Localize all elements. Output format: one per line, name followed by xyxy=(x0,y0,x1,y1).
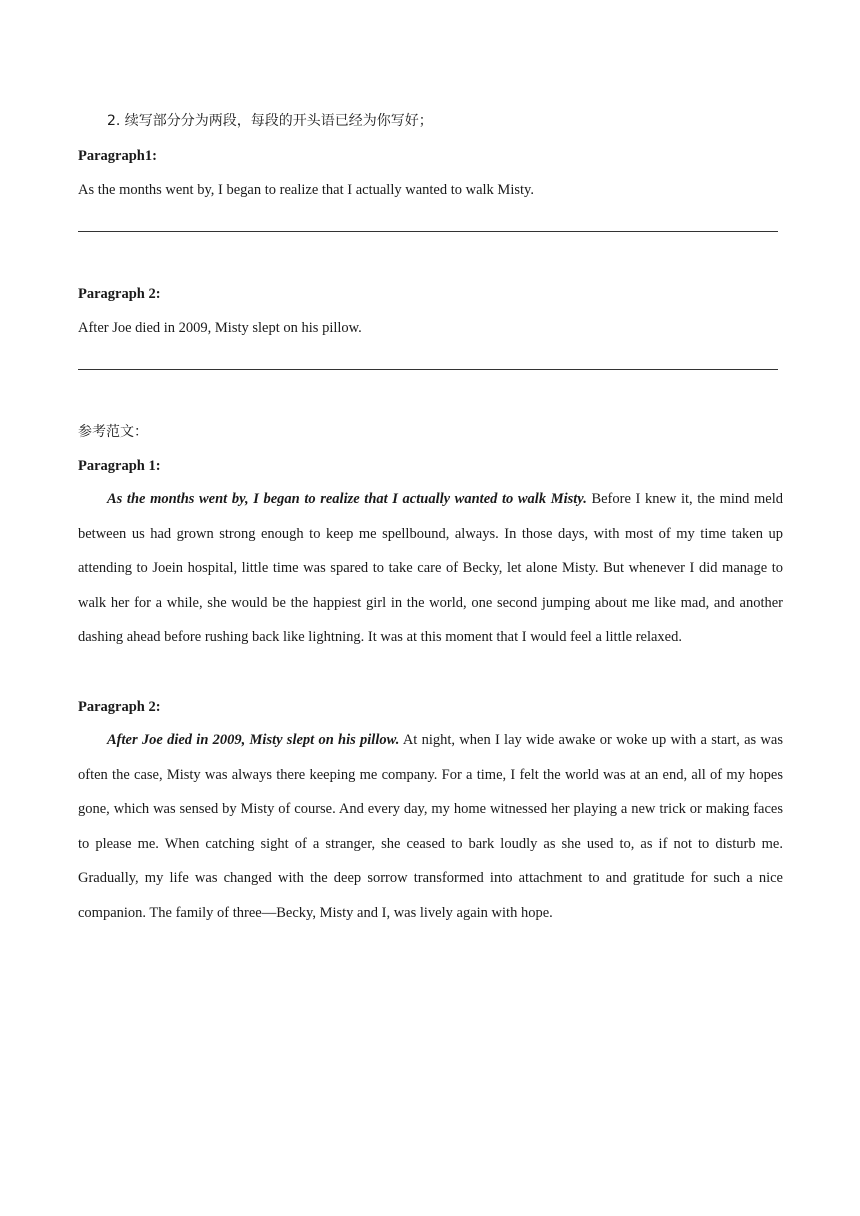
sample-paragraph1-lead: As the months went by, I began to realize that I actually wanted to walk Misty. xyxy=(107,491,587,507)
instruction-item-2: 2. 续写部分分为两段，每段的开头语已经为你写好； xyxy=(107,113,433,129)
sample-paragraph1-body: Before I knew it, the mind meld between us had grown strong enough to keep me spellbound, always. In those days, with most of my time taken up attending to Joein hospital, little time was spared to take care of Becky, let alone Misty. But whenever I did manage to walk her for a while, she would be the happiest girl in the world, one second jumping about me like mad, and another dashing ahead before rushing back like lightning. It was at this moment that I would feel a little relaxed. xyxy=(78,491,784,646)
sample-paragraph1-heading: Paragraph 1: xyxy=(78,458,161,474)
task-paragraph2-heading: Paragraph 2: xyxy=(78,286,161,302)
sample-paragraph2-text xyxy=(78,723,783,931)
task-paragraph2-opening: After Joe died in 2009, Misty slept on his pillow. xyxy=(78,320,362,336)
task-paragraph1-heading: Paragraph1: xyxy=(78,148,157,164)
task-paragraph1-opening: As the months went by, I began to realize that I actually wanted to walk Misty. xyxy=(78,182,534,198)
answer-blank-line-2 xyxy=(78,369,778,370)
sample-essay-title: 参考范文： xyxy=(78,424,148,440)
sample-paragraph2-lead: After Joe died in 2009, Misty slept on his pillow. xyxy=(107,732,400,748)
sample-paragraph2-heading: Paragraph 2: xyxy=(78,699,161,715)
sample-paragraph2-body: At night, when I lay wide awake or woke up with a start, as was often the case, Misty was always there keeping me company. For a time, I felt the world was at an end, all of my hopes gone, which was sensed by Misty of course. And every day, my home witnessed her playing a new trick or making faces to please me. When catching sight of a stranger, she ceased to bark loudly as she used to, as if not to disturb me. Gradually, my life was changed with the deep sorrow transformed into attachment to and gratitude for such a nice companion. The family of three—Becky, Misty and I, was lively again with hope. xyxy=(78,732,783,921)
answer-blank-line-1 xyxy=(78,231,778,232)
sample-paragraph1-text xyxy=(78,482,783,655)
